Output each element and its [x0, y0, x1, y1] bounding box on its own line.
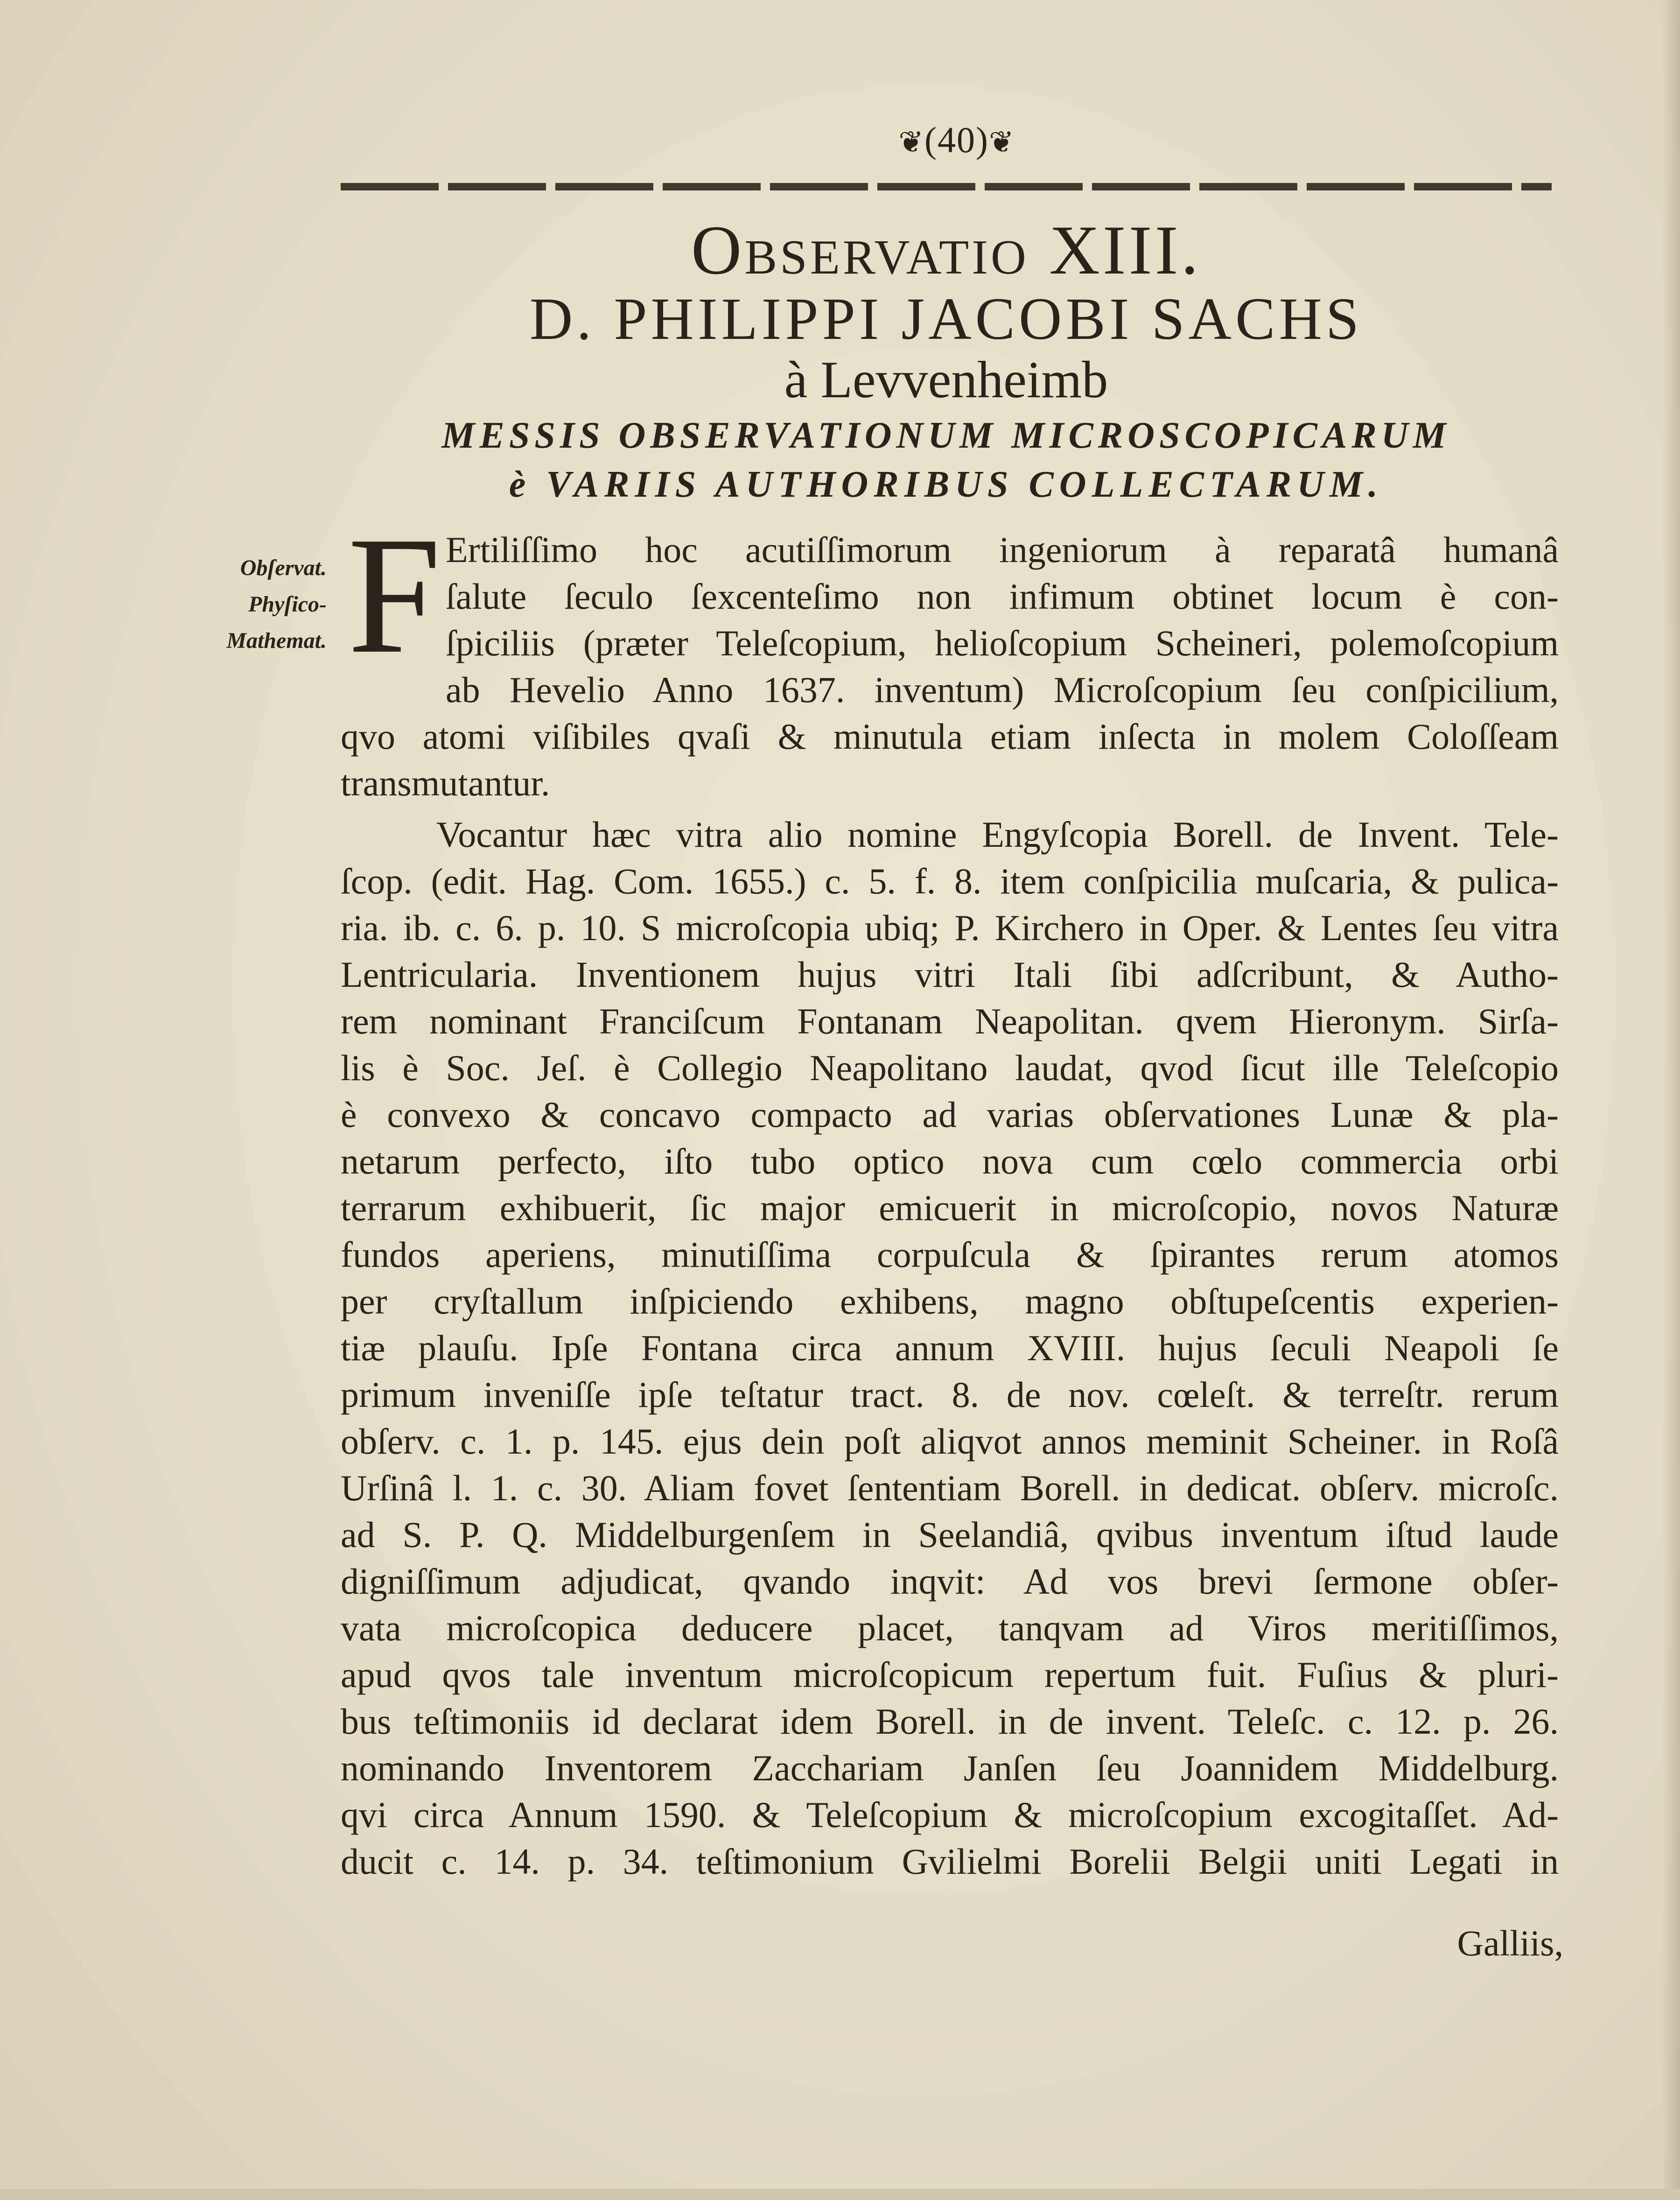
title-observatio: Observatio XIII. — [691, 211, 1202, 289]
body-line: Urſinâ l. 1. c. 30. Aliam fovet ſententiam Borell. in dedicat. obſerv. microſc. — [341, 1468, 1559, 1508]
body-line: ria. ib. c. 6. p. 10. S microſcopia ubiq; P. Kirchero in Oper. & Lentes ſeu vitra — [341, 907, 1559, 948]
body-line: obſerv. c. 1. p. 145. ejus dein poſt aliqvot annos meminit Scheiner. in Roſâ — [341, 1421, 1559, 1462]
catchword: Galliis, — [1457, 1923, 1563, 1963]
body-line: Vocantur hæc vitra alio nomine Engyſcopia Borell. de Invent. Tele- — [436, 814, 1559, 855]
body-line: ad S. P. Q. Middelburgenſem in Seelandiâ, qvibus inventum iſtud laude — [341, 1514, 1559, 1555]
body-line: lis è Soc. Jeſ. è Collegio Neapolitano laudat, qvod ſicut ille Teleſcopio — [341, 1047, 1559, 1088]
title-author-origin: à Levvenheimb — [784, 351, 1108, 409]
body-line: ab Hevelio Anno 1637. inventum) Microſcopium ſeu conſpicilium, — [446, 669, 1559, 710]
body-line: tiæ plauſu. Ipſe Fontana circa annum XVIII. hujus ſeculi Neapoli ſe — [341, 1328, 1559, 1368]
drop-cap: F — [348, 502, 441, 688]
body-line: Ertiliſſimo hoc acutiſſimorum ingeniorum à reparatâ humanâ — [446, 529, 1559, 570]
body-line: qvi circa Annum 1590. & Teleſcopium & microſcopium excogitaſſet. Ad- — [341, 1794, 1559, 1835]
header-rule — [341, 183, 1552, 190]
margin-note-line: Obſervat. — [240, 555, 327, 580]
body-line: primum inveniſſe ipſe teſtatur tract. 8. de nov. cœleſt. & terreſtr. rerum — [341, 1374, 1559, 1415]
body-line: apud qvos tale inventum microſcopicum repertum fuit. Fuſius & pluri- — [341, 1654, 1559, 1695]
title-subject-line2: è VARIIS AUTHORIBUS COLLECTARUM. — [509, 464, 1384, 505]
body-line: netarum perfecto, iſto tubo optico nova cum cœlo commercia orbi — [341, 1141, 1559, 1181]
body-line: nominando Inventorem Zacchariam Janſen ſeu Joannidem Middelburg. — [341, 1748, 1559, 1788]
fleuron-left-icon: ❦ — [898, 126, 925, 159]
body-line: bus teſtimoniis id declarat idem Borell. in de invent. Teleſc. c. 12. p. 26. — [341, 1701, 1559, 1742]
body-line: ſcop. (edit. Hag. Com. 1655.) c. 5. f. 8. item conſpicilia muſcaria, & pulica- — [341, 861, 1559, 901]
page-number — [840, 119, 1073, 161]
body-line: terrarum exhibuerit, ſic major emicuerit in microſcopio, novos Naturæ — [341, 1188, 1559, 1228]
title-subject-line1: MESSIS OBSERVATIONUM MICROSCOPICARUM — [441, 415, 1451, 456]
body-line: qvo atomi viſibiles qvaſi & minutula etiam inſecta in molem Coloſſeam — [341, 716, 1559, 757]
body-line: ſalute ſeculo ſexcenteſimo non infimum obtinet locum è con- — [446, 576, 1559, 617]
body-line: transmutantur. — [341, 763, 550, 803]
body-line: per cryſtallum inſpiciendo exhibens, magno obſtupeſcentis experien- — [341, 1281, 1559, 1321]
margin-note-line: Phyſico- — [248, 592, 327, 617]
title-author: D. PHILIPPI JACOBI SACHS — [529, 286, 1363, 352]
margin-note-line: Mathemat. — [226, 628, 327, 653]
body-line: ducit c. 14. p. 34. teſtimonium Gvilielmi Borelii Belgii uniti Legati in — [341, 1841, 1559, 1882]
margin-note — [154, 550, 327, 659]
fleuron-right-icon: ❦ — [988, 126, 1015, 159]
body-line: rem nominant Franciſcum Fontanam Neapolitan. qvem Hieronym. Sirſa- — [341, 1001, 1559, 1041]
body-line: è convexo & concavo compacto ad varias obſervationes Lunæ & pla- — [341, 1094, 1559, 1135]
body-line: fundos aperiens, minutiſſima corpuſcula & ſpirantes rerum atomos — [341, 1234, 1559, 1275]
body-line: Lentricularia. Inventionem hujus vitri Itali ſibi adſcribunt, & Autho- — [341, 954, 1559, 995]
page-bottom-edge — [0, 2189, 1680, 2200]
page-number-text: (40) — [924, 119, 989, 160]
body-line: ſpiciliis (præter Teleſcopium, helioſcopium Scheineri, polemoſcopium — [446, 623, 1559, 663]
page-edge-shadow — [1661, 0, 1680, 2200]
body-line: digniſſimum adjudicat, qvando inqvit: Ad vos brevi ſermone obſer- — [341, 1561, 1559, 1602]
body-line: vata microſcopica deducere placet, tanqvam ad Viros meritiſſimos, — [341, 1608, 1559, 1648]
